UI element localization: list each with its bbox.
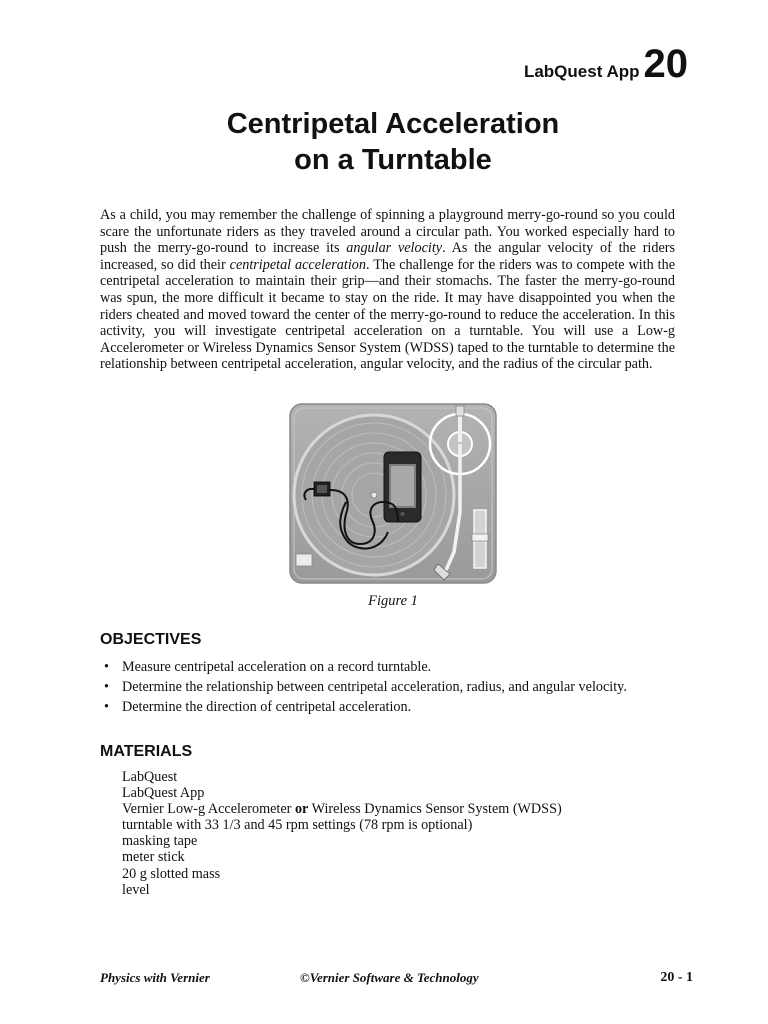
bullet-icon: • <box>104 659 109 675</box>
list-item <box>104 657 627 677</box>
intro-text-3: . The challenge for the riders was to compete with the centripetal acceleration to maintain their grip—and their stomachs. The faster the merry-go-round was spun, the more difficult it became to stay on the ride. It may have disappointed you when the riders cheated and moved toward the center of the merry-go-round to reduce the acceleration. In this activity, you will investigate centripetal acceleration on a turntable. You will use a Low-g Accelerometer or Wireless Dynamics Sensor System (WDSS) taped to the turntable to determine the relationship between centripetal acceleration, angular velocity, and the radius of the circular path. <box>100 256 676 373</box>
intro-text-1: As a child, you may remember the challenge of spinning a playground merry-go-round so you could scare the unfortunate riders as they traveled around a circular path. You worked especially hard to push the merry-go-round to increase its <box>100 207 675 257</box>
objective-text: Measure centripetal acceleration on a record turntable. <box>122 659 432 675</box>
list-item <box>122 801 562 817</box>
pitch-slider <box>472 510 488 568</box>
materials-heading: MATERIALS <box>100 743 193 760</box>
accelerometer-sensor <box>314 482 330 496</box>
page-footer <box>100 970 693 988</box>
list-item: LabQuest App <box>122 785 205 802</box>
turntable-illustration <box>288 402 498 585</box>
materials-list <box>122 769 562 898</box>
objective-text: Determine the relationship between centripetal acceleration, radius, and angular velocity. <box>122 679 627 695</box>
material-or: or <box>294 801 309 818</box>
figure-caption: Figure 1 <box>368 593 418 609</box>
title-line-1: Centripetal Acceleration <box>226 108 560 140</box>
intro-text-2: . As the angular velocity of the riders increased, so did their <box>100 240 675 273</box>
footer-copyright: ©Vernier Software & Technology <box>300 970 479 985</box>
turntable-figure <box>288 402 498 585</box>
material-text: Vernier Low-g Accelerometer <box>122 801 292 818</box>
list-item: level <box>122 881 150 898</box>
list-item: masking tape <box>122 833 198 850</box>
lab-header <box>524 44 688 84</box>
list-item <box>104 677 627 697</box>
footer-page-number: 20 - 1 <box>660 970 693 985</box>
bullet-icon: • <box>104 679 109 695</box>
labquest-device <box>384 452 421 522</box>
bullet-icon: • <box>104 699 109 715</box>
title-line-2: on a Turntable <box>294 144 492 176</box>
objective-text: Determine the direction of centripetal acceleration. <box>122 699 412 715</box>
list-item <box>104 697 627 717</box>
footer-book-title: Physics with Vernier <box>100 970 210 985</box>
objectives-list <box>104 657 627 717</box>
intro-paragraph <box>100 207 675 373</box>
power-button <box>296 554 312 566</box>
app-label: LabQuest App <box>523 62 640 81</box>
list-item: meter stick <box>122 849 185 866</box>
list-item: 20 g slotted mass <box>122 865 221 882</box>
list-item: turntable with 33 1/3 and 45 rpm settings (78 rpm is optional) <box>122 817 473 834</box>
list-item: LabQuest <box>122 769 178 785</box>
app-number: 20 <box>643 42 688 86</box>
intro-emphasis-2: centripetal acceleration <box>229 256 366 273</box>
objectives-heading: OBJECTIVES <box>100 631 202 648</box>
intro-emphasis-1: angular velocity <box>346 240 443 257</box>
page-title <box>0 106 768 178</box>
material-text: Wireless Dynamics Sensor System (WDSS) <box>311 801 562 818</box>
